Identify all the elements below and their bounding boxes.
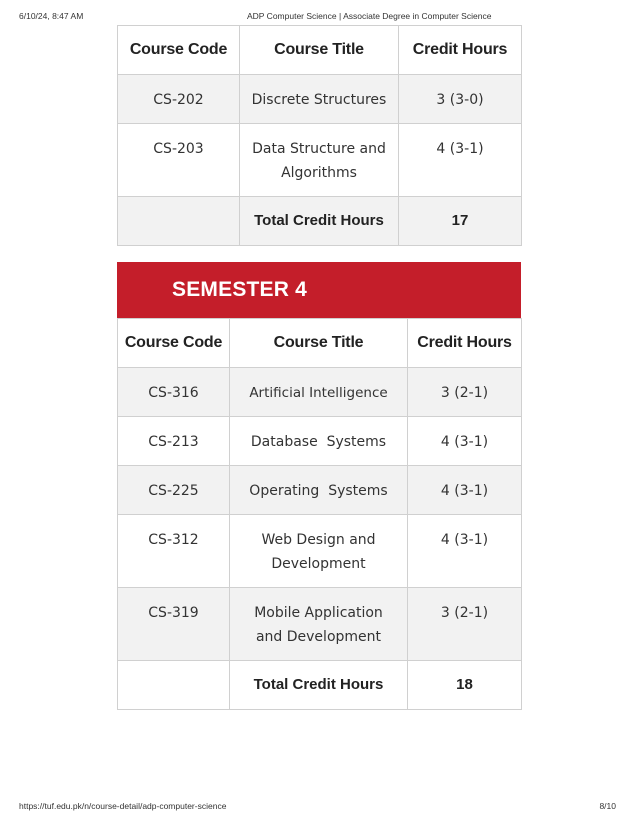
course-code: CS-225 [118,466,230,515]
course-code: CS-202 [118,75,240,124]
course-title: Database Systems [230,417,408,466]
table-row [118,75,522,124]
total-value: 17 [399,197,522,246]
course-code: CS-319 [118,588,230,661]
credit-hours: 4 (3-1) [408,466,522,515]
course-title: Mobile Application and Development [230,588,408,661]
credit-hours: 4 (3-1) [408,515,522,588]
table-row [118,124,522,197]
print-page-number: 8/10 [599,801,616,811]
semester-title: SEMESTER 4 [172,278,308,301]
table-row [118,515,522,588]
course-title: Data Structure and Algorithms [240,124,399,197]
header-course-title: Course Title [230,319,408,368]
print-footer [0,801,638,813]
table-row [118,417,522,466]
print-url: https://tuf.edu.pk/n/course-detail/adp-computer-science [19,801,227,811]
course-code: CS-312 [118,515,230,588]
table-header-row [118,26,522,75]
course-title: Discrete Structures [240,75,399,124]
print-datetime: 6/10/24, 8:47 AM [19,11,84,21]
course-code: CS-316 [118,368,230,417]
total-label: Total Credit Hours [230,661,408,710]
course-title: Web Design and Development [230,515,408,588]
credit-hours: 4 (3-1) [399,124,522,197]
course-title: Artificial Intelligence [230,368,408,417]
course-title: Operating Systems [230,466,408,515]
course-code: CS-203 [118,124,240,197]
header-course-title: Course Title [240,26,399,75]
total-row [118,661,522,710]
table-row [118,466,522,515]
total-empty-cell [118,661,230,710]
print-page-title: ADP Computer Science | Associate Degree in Computer Science [247,11,492,21]
credit-hours: 3 (3-0) [399,75,522,124]
header-credit-hours: Credit Hours [399,26,522,75]
header-credit-hours: Credit Hours [408,319,522,368]
table-row [118,588,522,661]
semester-3-course-table [117,25,522,246]
course-code: CS-213 [118,417,230,466]
semester-4-course-table [117,318,522,710]
header-course-code: Course Code [118,26,240,75]
credit-hours: 3 (2-1) [408,588,522,661]
credit-hours: 4 (3-1) [408,417,522,466]
total-label: Total Credit Hours [240,197,399,246]
semester-banner [117,262,521,319]
header-course-code: Course Code [118,319,230,368]
total-row [118,197,522,246]
credit-hours: 3 (2-1) [408,368,522,417]
total-empty-cell [118,197,240,246]
total-value: 18 [408,661,522,710]
table-row [118,368,522,417]
print-header [0,11,638,23]
table-header-row [118,319,522,368]
